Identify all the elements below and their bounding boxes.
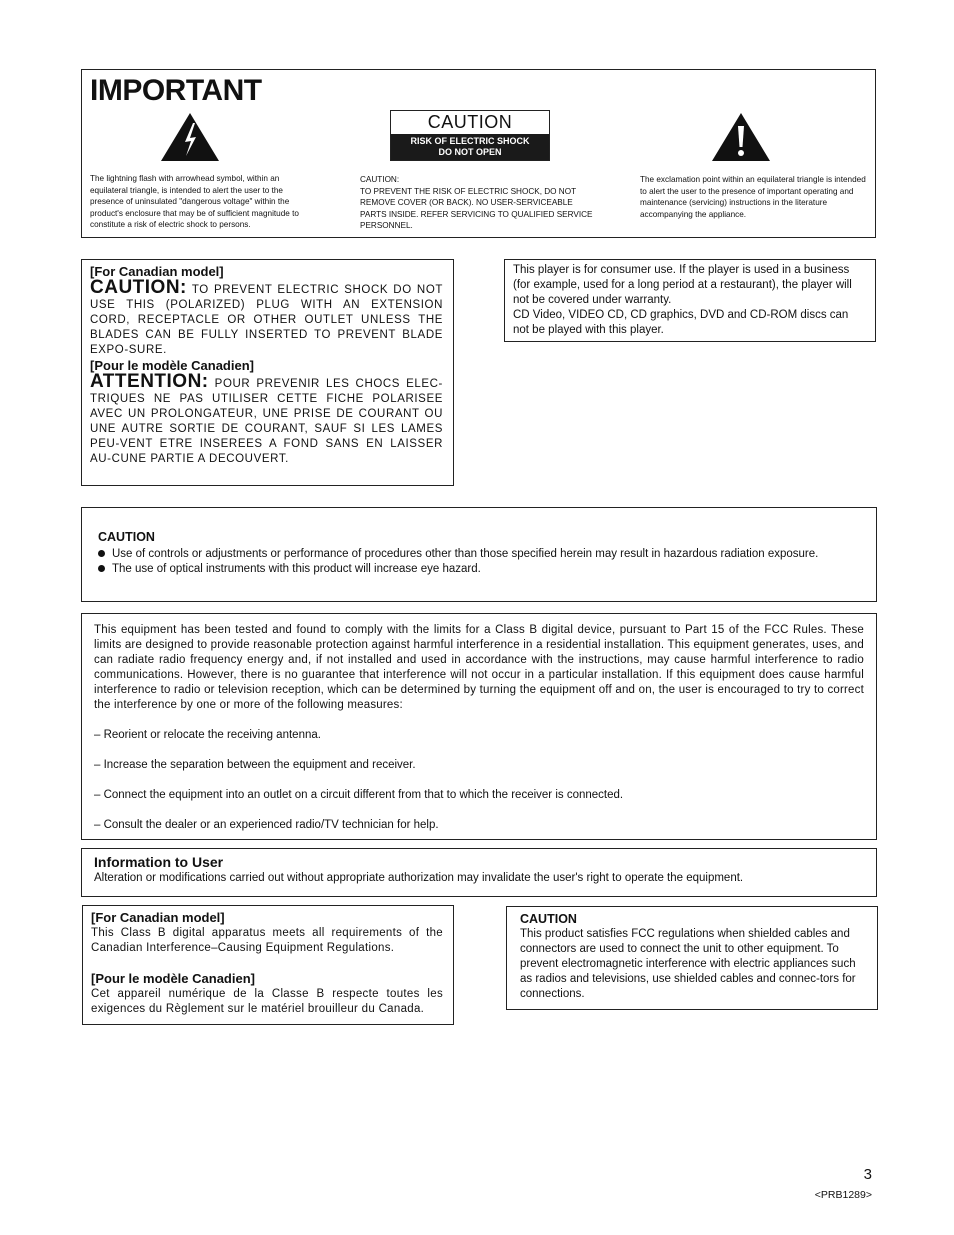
laser-caution-heading: CAUTION [98,530,155,544]
caution-paragraph [90,277,443,358]
laser-caution-box [81,507,877,602]
fcc-measure: – Consult the dealer or an experienced radio/TV technician for help. [94,819,439,831]
french-text: Cet appareil numérique de la Classe B respecte toutes les exigences du Règlement sur le matériel brouilleur du Canada. [91,988,443,1015]
french-heading: [Pour le modèle Canadien] [90,358,254,373]
consumer-warranty-text: This player is for consumer use. If the player is used in a business (for example, used for a long period at a restaurant), the player will not be covered under warranty. [513,264,852,306]
caution-word: CAUTION: [90,277,187,298]
canadian-heading: [For Canadian model] [91,910,225,925]
lightning-warning-icon [160,112,220,162]
canadian-class-b-box [82,905,454,1025]
page-number: 3 [863,1166,872,1183]
fcc-paragraph: This equipment has been tested and found to comply with the limits for a Class B digital device, pursuant to Part 15 of the FCC Rules. These limits are designed to provide reasonable protection against harmful interference in a residential installation. This equipment generates, uses, and can radiate radio frequency energy and, if not installed and used in accordance with the instructions, may cause harmful interference to radio communications. However, there is no guarantee that interference will not occur in a particular installation. If this equipment does cause harmful interference to radio or television reception, which can be determined by turning the equipment off and on, the user is encouraged to try to correct the interference by one or more of the following measures: [94,624,864,711]
attention-text: POUR PREVENIR LES CHOCS ELEC-TRIQUES NE PAS UTILISER CETTE FICHE POLARISEE AVEC UN PROLONGATEUR, UNE PRISE DE COURANT OU UNE AUTRE SORTIE DE COURANT, SAUF SI LES LAMES PEU-VENT ETRE INSEREES A FOND SANS EN LAISSER AU-CUNE PARTIE A DECOUVERT. [90,378,443,465]
info-heading: Information to User [94,854,224,870]
caution-label-risk [391,134,549,160]
caution-description [360,174,598,232]
french-heading: [Pour le modèle Canadien] [91,971,255,986]
document-code: <PRB1289> [814,1189,872,1201]
canadian-heading: [For Canadian model] [90,264,224,279]
cables-text: This product satisfies FCC regulations when shielded cables and connectors are used to connect the unit to other equipment. To prevent electromagnetic interference with electric appliances such as radios and televisions, use shielded cables and connec-tors for connections. [520,928,856,1000]
laser-bullet-text: The use of optical instruments with this product will increase eye hazard. [112,563,481,575]
attention-word: ATTENTION: [90,371,209,392]
canadian-plug-box [81,259,454,486]
shielded-cables-box [506,906,878,1010]
laser-bullet [98,547,862,562]
bullet-icon [98,550,105,557]
important-box [81,69,876,238]
attention-paragraph [90,371,443,467]
caution-text: TO PREVENT ELECTRIC SHOCK DO NOT USE THIS (POLARIZED) PLUG WITH AN EXTENSION CORD, RECEPTACLE OR OTHER OUTLET UNLESS THE BLADES CAN BE FULLY INSERTED TO PREVENT BLADE EXPO-SURE. [90,284,443,356]
consumer-use-box [504,259,876,342]
fcc-measure: – Increase the separation between the equipment and receiver. [94,759,416,771]
cables-heading: CAUTION [520,912,577,926]
caution-label [390,110,550,161]
info-to-user-box [81,848,877,897]
exclamation-warning-icon [711,112,771,162]
risk-line-2: DO NOT OPEN [438,147,502,157]
laser-bullet [98,562,862,577]
canadian-text: This Class B digital apparatus meets all requirements of the Canadian Interference–Causing Equipment Regulations. [91,927,443,954]
lightning-description: The lightning flash with arrowhead symbol, within an equilateral triangle, is intended to alert the user to the presence of uninsulated "dangerous voltage" within the product's enclosure that may be of sufficient magnitude to constitute a risk of electric shock to persons. [90,174,299,229]
bullet-icon [98,565,105,572]
caution-label-title: CAUTION [427,112,513,132]
important-title: IMPORTANT [90,74,262,107]
exclamation-description: The exclamation point within an equilateral triangle is intended to alert the user to the presence of important operating and maintenance (servicing) instructions in the literature accompanying the appliance. [640,175,866,219]
caution-description-body: TO PREVENT THE RISK OF ELECTRIC SHOCK, DO NOT REMOVE COVER (OR BACK). NO USER-SERVICEABLE PARTS INSIDE. REFER SERVICING TO QUALIFIED SERVICE PERSONNEL. [360,186,593,230]
fcc-measure: – Connect the equipment into an outlet on a circuit different from that to which the receiver is connected. [94,789,624,801]
fcc-box [81,613,877,840]
fcc-measure: – Reorient or relocate the receiving antenna. [94,729,321,741]
consumer-disc-text: CD Video, VIDEO CD, CD graphics, DVD and CD-ROM discs can not be played with this player. [513,309,849,336]
caution-description-head: CAUTION: [360,175,400,184]
laser-bullet-text: Use of controls or adjustments or performance of procedures other than those specified herein may result in hazardous radiation exposure. [112,548,819,560]
risk-line-1: RISK OF ELECTRIC SHOCK [410,136,530,146]
info-text: Alteration or modifications carried out without appropriate authorization may invalidate the user's right to operate the equipment. [94,872,744,884]
